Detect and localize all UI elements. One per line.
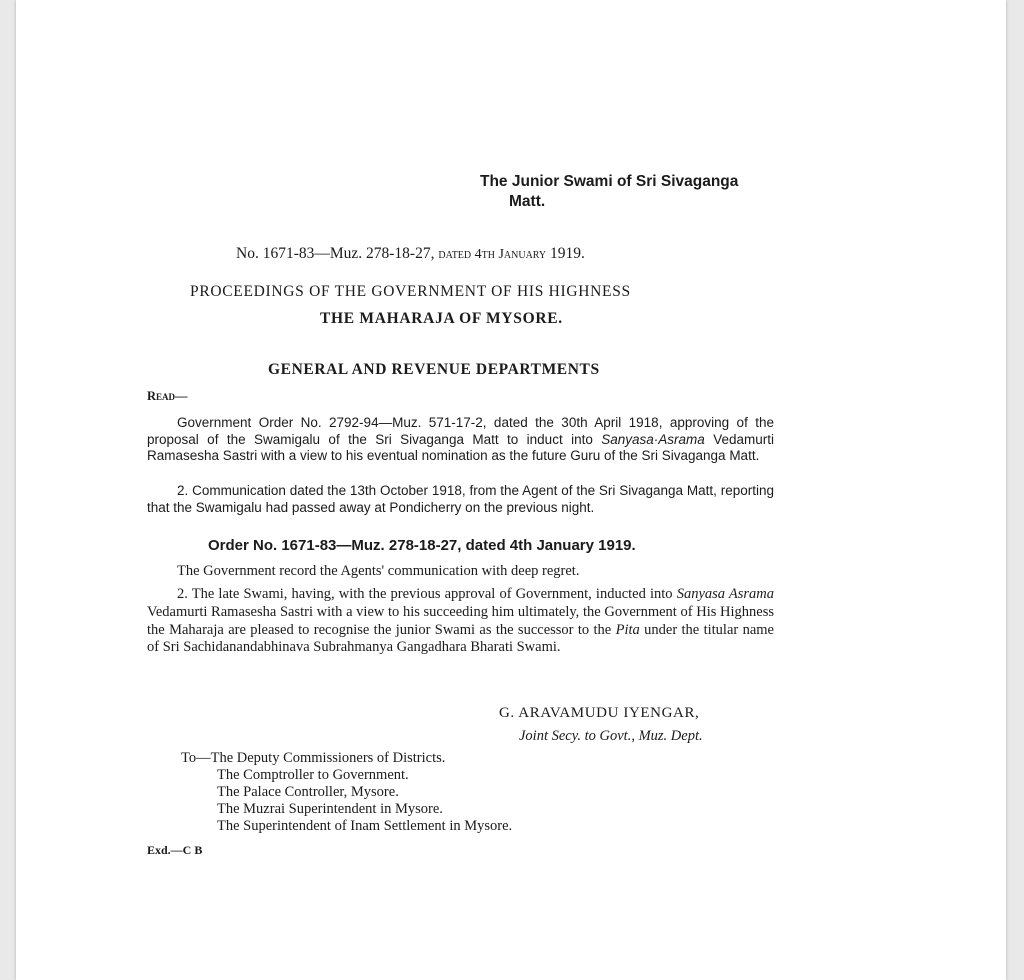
order-heading: Order No. 1671-83—Muz. 278-18-27, dated 4th January 1919.	[208, 537, 636, 554]
order-paragraph-1: The Government record the Agents' communication with deep regret.	[177, 563, 580, 579]
recipient-line: To—The Deputy Commissioners of Districts.	[181, 750, 446, 766]
subject-line-1: The Junior Swami of Sri Sivaganga	[480, 173, 739, 190]
order-date: dated 4th January	[438, 247, 547, 262]
read-paragraph-1	[147, 415, 774, 465]
signatory-name: G. ARAVAMUDU IYENGAR,	[499, 705, 700, 721]
order-para-2-text-c: under the titular name of Sri Sachidanandabhinava Subrahmanya Gangadhara Bharati Swami.	[147, 621, 774, 656]
recipient-line: The Superintendent of Inam Settlement in Mysore.	[217, 818, 513, 834]
recipient-line: The Palace Controller, Mysore.	[217, 784, 399, 800]
proceedings-title-line-2: THE MAHARAJA OF MYSORE.	[320, 310, 563, 327]
department-heading: GENERAL AND REVENUE DEPARTMENTS	[268, 361, 600, 378]
read-para-1-text-b: Vedamurti Ramasesha Sastri with a view to his eventual nomination as the future Guru of the Sri Sivaganga Matt.	[147, 431, 774, 464]
subject-heading	[480, 172, 738, 212]
recipient-line: The Muzrai Superintendent in Mysore.	[217, 801, 443, 817]
proceedings-title-line-1: PROCEEDINGS OF THE GOVERNMENT OF HIS HIGHNESS	[190, 283, 631, 300]
signatory-designation: Joint Secy. to Govt., Muz. Dept.	[519, 728, 703, 744]
subject-line-2: Matt.	[509, 193, 546, 210]
read-para-1-text-a: Government Order No. 2792-94—Muz. 571-17-2, dated the 30th April 1918, approving of the proposal of the Swamigalu of the Sri Sivaganga Matt to induct into	[147, 415, 774, 447]
order-para-2-text-a: 2. The late Swami, having, with the previous approval of Government, inducted into	[177, 586, 677, 602]
order-para-2-text-b: Vedamurti Ramasesha Sastri with a view to his succeeding him ultimately, the Government of His Highness the Maharaja are pleased to recognise the junior Swami as the successor to the	[147, 603, 774, 638]
recipient-line: The Comptroller to Government.	[217, 767, 409, 783]
recipients-list	[181, 750, 512, 835]
order-reference	[236, 245, 585, 263]
order-number: No. 1671-83	[236, 245, 315, 262]
order-paragraph-2	[147, 586, 774, 657]
order-para-2-italic-b: Pita	[615, 621, 640, 638]
document-page	[16, 0, 1006, 980]
order-para-2-italic-a: Sanyasa Asrama	[676, 586, 775, 602]
read-para-1-italic: Sanyasa·Asrama	[601, 431, 705, 447]
read-paragraph-2: 2. Communication dated the 13th October 1918, from the Agent of the Sri Sivaganga Matt, reporting that the Swamigalu had passed away at Pondicherry on the previous night.	[147, 483, 774, 515]
order-file-number: —Muz. 278-18-27,	[314, 245, 435, 262]
order-year: 1919.	[550, 245, 585, 262]
read-label: Read—	[147, 389, 188, 403]
examined-mark: Exd.—C B	[147, 843, 203, 857]
